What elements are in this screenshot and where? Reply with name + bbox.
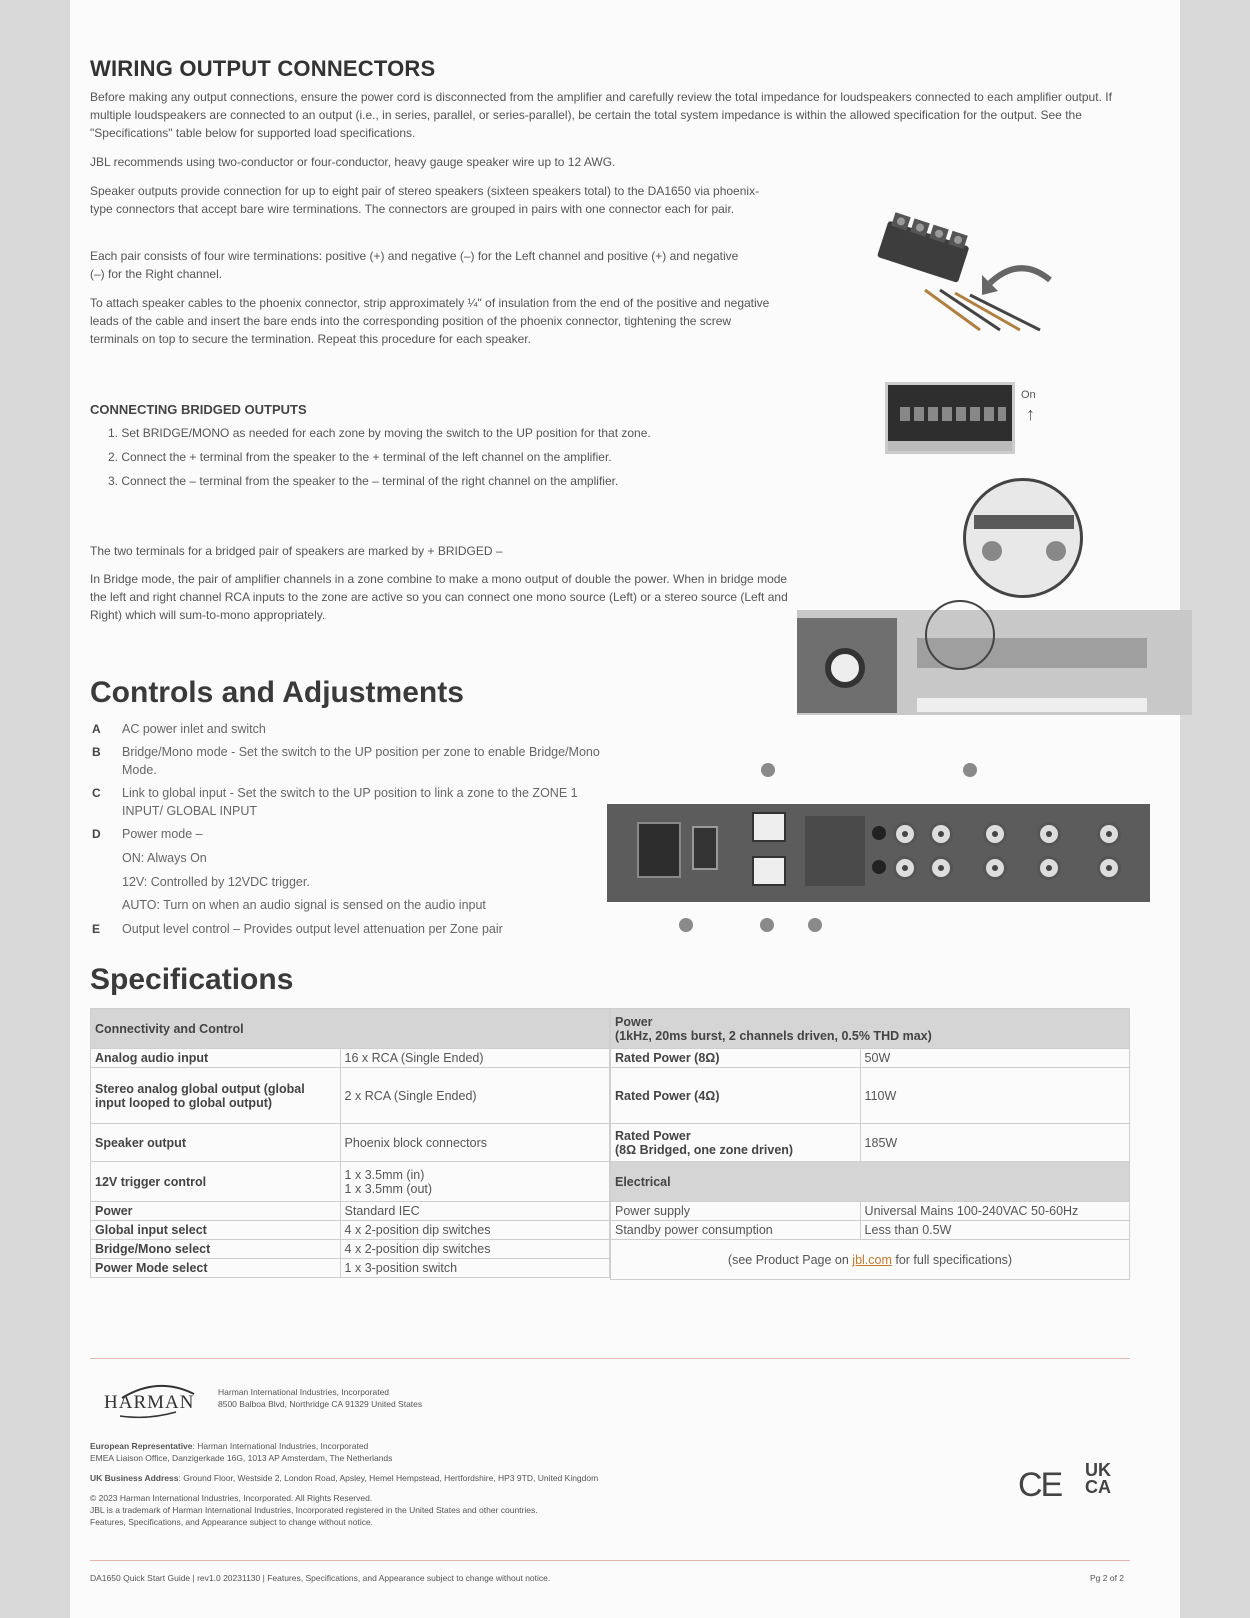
power-header-subtitle: (1kHz, 20ms burst, 2 channels driven, 0.5% THD max)	[615, 1028, 932, 1043]
phoenix-connector-illustration	[870, 205, 1060, 335]
spec-key: Global input select	[91, 1221, 341, 1240]
wiring-title: WIRING OUTPUT CONNECTORS	[90, 56, 436, 81]
spec-value: 2 x RCA (Single Ended)	[340, 1068, 609, 1124]
control-text-c: Link to global input - Set the switch to the UP position to link a zone to the ZONE 1 INPUT/ GLOBAL INPUT	[122, 786, 578, 818]
dip-switch-illustration	[885, 382, 1015, 454]
spec-key: Stereo analog global output (global input looped to global output)	[91, 1068, 341, 1124]
control-letter-c: C	[92, 786, 101, 800]
spec-key: 12V trigger control	[91, 1162, 341, 1202]
specs-title: Specifications	[90, 963, 294, 996]
document-info: DA1650 Quick Start Guide | rev1.0 20231130 | Features, Specifications, and Appearance subject to change without notice.	[90, 1573, 551, 1583]
bridged-step-2: 2. Connect the + terminal from the speaker to the + terminal of the left channel on the amplifier.	[108, 450, 612, 464]
ukca-mark	[1085, 1462, 1111, 1496]
wiring-paragraph-5: To attach speaker cables to the phoenix connector, strip approximately ¼" of insulation from the end of the positive and negative leads of the cable and insert the bare ends into the corresponding position of the phoenix connector, tightening the screw terminals on top to secure the termination. Repeat this procedure for each speaker.	[90, 296, 770, 346]
callout-marker-top-1	[761, 763, 775, 777]
specs-note	[611, 1240, 1130, 1280]
uk-address-label: UK Business Address	[90, 1473, 179, 1483]
spec-value: 16 x RCA (Single Ended)	[340, 1049, 609, 1068]
control-text-e: Output level control – Provides output level attenuation per Zone pair	[122, 922, 503, 936]
rear-panel-illustration	[607, 804, 1150, 902]
footer-divider	[90, 1358, 1130, 1359]
note-suffix: for full specifications)	[891, 1252, 1013, 1267]
bottom-divider	[90, 1560, 1130, 1561]
ce-mark: CE	[1018, 1466, 1062, 1504]
callout-marker-top-2	[963, 763, 977, 777]
control-text-d-auto: AUTO: Turn on when an audio signal is sensed on the audio input	[122, 898, 486, 912]
eu-rep-label: European Representative	[90, 1441, 193, 1451]
bridged-paragraph-1: The two terminals for a bridged pair of speakers are marked by + BRIDGED –	[90, 544, 503, 558]
control-letter-d: D	[92, 827, 101, 841]
controls-title: Controls and Adjustments	[90, 676, 464, 709]
spec-value: 1 x 3-position switch	[340, 1259, 609, 1278]
connectivity-header: Connectivity and Control	[91, 1009, 610, 1049]
callout-marker-bottom-3	[808, 918, 822, 932]
uk-address-text: : Ground Floor, Westside 2, London Road, Apsley, Hemel Hempstead, Hertfordshire, HP3 9TD, United Kingdom	[178, 1473, 599, 1483]
spec-value: 110W	[860, 1068, 1129, 1124]
terminal-highlight-circle	[925, 600, 995, 670]
wiring-paragraph-3: Speaker outputs provide connection for up to eight pair of stereo speakers (sixteen speakers total) to the DA1650 via phoenix-type connectors that accept bare wire terminations. The connectors are grouped in pairs with one connector each for pair.	[90, 184, 760, 216]
ukca-line-1: UK	[1085, 1460, 1111, 1480]
spec-key: Power	[91, 1202, 341, 1221]
jbl-link[interactable]: jbl.com	[852, 1252, 892, 1267]
control-text-d: Power mode –	[122, 827, 203, 841]
control-text-b: Bridge/Mono mode - Set the switch to the UP position per zone to enable Bridge/Mono Mode.	[122, 745, 600, 777]
power-header	[611, 1009, 1130, 1049]
spec-key: Speaker output	[91, 1124, 341, 1162]
spec-value: 50W	[860, 1049, 1129, 1068]
spec-value: 4 x 2-position dip switches	[340, 1240, 609, 1259]
harman-logo: HARMAN	[104, 1392, 195, 1413]
spec-key: Rated Power (4Ω)	[611, 1068, 861, 1124]
bridged-step-1: 1. Set BRIDGE/MONO as needed for each zone by moving the switch to the UP position for that zone.	[108, 426, 651, 440]
connectivity-table	[90, 1008, 610, 1278]
spec-key: Power Mode select	[91, 1259, 341, 1278]
eu-rep-line-1	[90, 1440, 368, 1452]
company-line-2: 8500 Balboa Blvd, Northridge CA 91329 United States	[218, 1399, 423, 1409]
control-letter-a: A	[92, 722, 101, 736]
eu-rep-text: : Harman International Industries, Incorporated	[192, 1441, 369, 1451]
spec-key: Standby power consumption	[611, 1221, 861, 1240]
wiring-paragraph-4: Each pair consists of four wire terminations: positive (+) and negative (–) for the Left channel and positive (+) and negative (–) for the Right channel.	[90, 249, 739, 281]
harman-underline-icon	[118, 1410, 178, 1420]
power-electrical-table	[610, 1008, 1130, 1280]
document-page	[70, 0, 1180, 1618]
zoom-circle	[963, 478, 1083, 598]
callout-marker-bottom-1	[679, 918, 693, 932]
bridged-paragraph-2: In Bridge mode, the pair of amplifier channels in a zone combine to make a mono output of double the power. When in bridge mode the left and right channel RCA inputs to the zone are active so you can connect one mono source (Left) or a stereo source (Left and Right) which will sum-to-mono appropriately.	[90, 572, 788, 622]
spec-key: Bridge/Mono select	[91, 1240, 341, 1259]
ukca-line-2: CA	[1085, 1477, 1111, 1497]
amplifier-terminal-illustration	[797, 610, 1192, 715]
spec-key: Analog audio input	[91, 1049, 341, 1068]
control-letter-e: E	[92, 922, 101, 936]
spec-value: 1 x 3.5mm (in) 1 x 3.5mm (out)	[340, 1162, 609, 1202]
spec-value: 185W	[860, 1124, 1129, 1162]
spec-key: Rated Power (8Ω Bridged, one zone driven)	[611, 1124, 861, 1162]
control-text-d-on: ON: Always On	[122, 851, 207, 865]
note-prefix: (see Product Page on	[727, 1252, 853, 1267]
dip-on-label: On	[1021, 389, 1036, 401]
control-letter-b: B	[92, 745, 101, 759]
control-text-a: AC power inlet and switch	[122, 722, 266, 736]
bridged-step-3: 3. Connect the – terminal from the speaker to the – terminal of the right channel on the amplifier.	[108, 474, 619, 488]
spec-key: Power supply	[611, 1202, 861, 1221]
company-line-1: Harman International Industries, Incorporated	[218, 1387, 390, 1397]
uk-address-line	[90, 1472, 598, 1484]
copyright-line-2: JBL is a trademark of Harman International Industries, Incorporated registered in the United States and other countries.	[90, 1505, 538, 1515]
power-header-title: Power	[615, 1014, 653, 1029]
wiring-paragraph-2: JBL recommends using two-conductor or four-conductor, heavy gauge speaker wire up to 12 AWG.	[90, 155, 616, 169]
electrical-header: Electrical	[611, 1162, 1130, 1202]
up-arrow-icon: ↑	[1026, 404, 1035, 424]
copyright-line-3: Features, Specifications, and Appearance subject to change without notice.	[90, 1517, 374, 1527]
page-number: Pg 2 of 2	[1090, 1573, 1125, 1583]
spec-value: Less than 0.5W	[860, 1221, 1129, 1240]
spec-value: Phoenix block connectors	[340, 1124, 609, 1162]
spec-key: Rated Power (8Ω)	[611, 1049, 861, 1068]
control-text-d-12v: 12V: Controlled by 12VDC trigger.	[122, 875, 310, 889]
callout-marker-bottom-2	[760, 918, 774, 932]
bridged-title: CONNECTING BRIDGED OUTPUTS	[90, 402, 307, 417]
spec-value: Universal Mains 100-240VAC 50-60Hz	[860, 1202, 1129, 1221]
wiring-paragraph-1: Before making any output connections, ensure the power cord is disconnected from the amplifier and carefully review the total impedance for loudspeakers connected to each amplifier output. If multiple loudspeakers are connected to an output (i.e., in series, parallel, or series-parallel), be certain the total system impedance is within the allowed specification for the output. See the "Specifications" table below for supported load specifications.	[90, 90, 1112, 140]
eu-rep-line-2: EMEA Liaison Office, Danzigerkade 16G, 1013 AP Amsterdam, The Netherlands	[90, 1453, 393, 1463]
spec-value: Standard IEC	[340, 1202, 609, 1221]
spec-value: 4 x 2-position dip switches	[340, 1221, 609, 1240]
copyright-line-1: © 2023 Harman International Industries, Incorporated. All Rights Reserved.	[90, 1493, 373, 1503]
